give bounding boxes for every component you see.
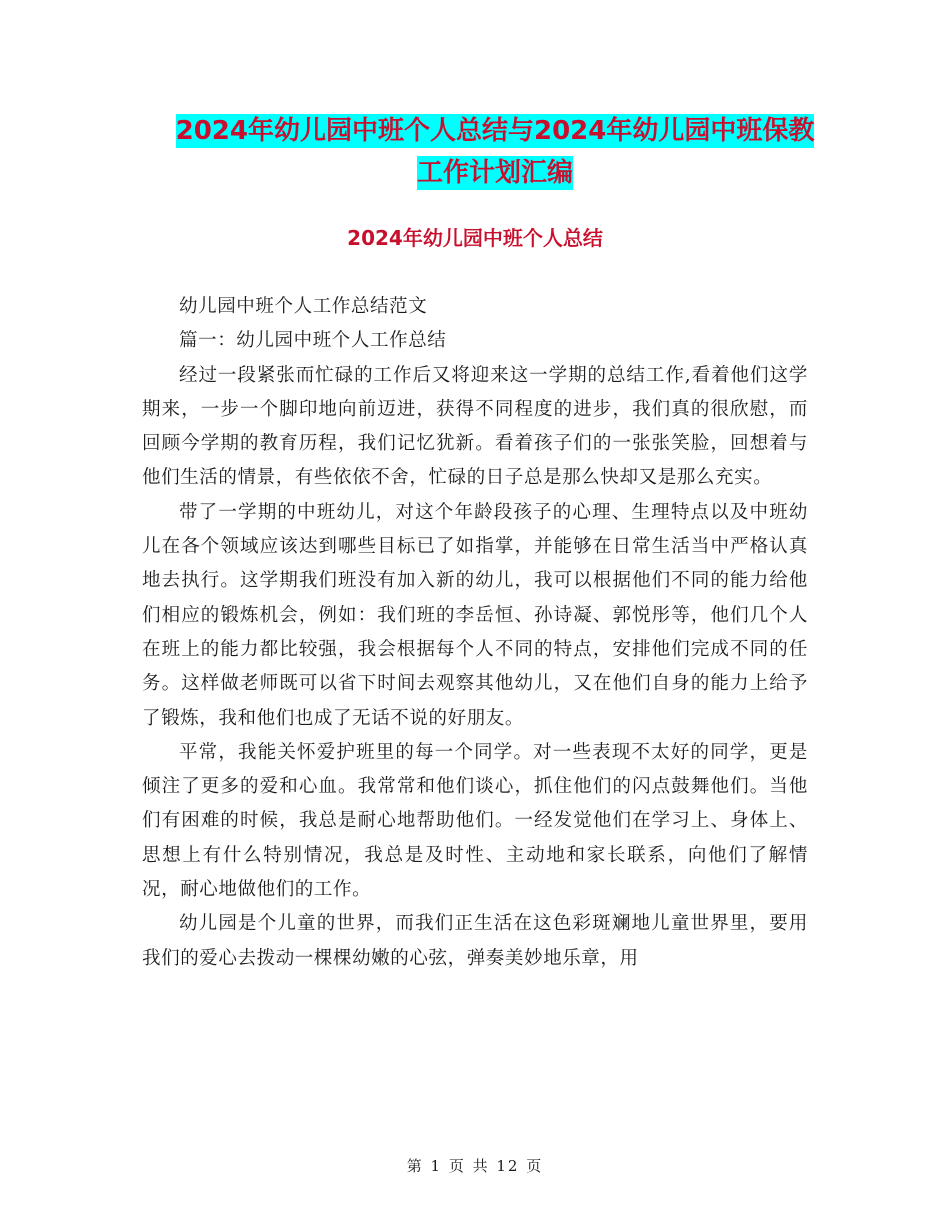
body-text xyxy=(142,290,808,976)
section-title: 2024年幼儿园中班个人总结 xyxy=(347,226,603,250)
title-line-1: 2024年幼儿园中班个人总结与2024年幼儿园中班保教 xyxy=(175,116,815,146)
paragraph: 经过一段紧张而忙碌的工作后又将迎来这一学期的总结工作,看着他们这学期来，一步一个脚印地向前迈进，获得不同程度的进步，我们真的很欣慰，而回顾今学期的教育历程，我们记忆犹新。看着孩子们的一张张笑脸，回想着与他们生活的情景，有些依依不舍，忙碌的日子总是那么快却又是那么充实。 xyxy=(142,364,808,489)
page-footer: 第 1 页 共 12 页 xyxy=(406,1157,544,1175)
title-line-2: 工作计划汇编 xyxy=(416,158,573,188)
document-title xyxy=(140,110,850,194)
paragraph: 幼儿园中班个人工作总结范文 xyxy=(179,296,428,317)
paragraph: 幼儿园是个儿童的世界，而我们正生活在这色彩斑斓地儿童世界里，要用我们的爱心去拨动一棵棵幼嫩的心弦，弹奏美妙地乐章，用 xyxy=(142,913,808,969)
paragraph: 带了一学期的中班幼儿，对这个年龄段孩子的心理、生理特点以及中班幼儿在各个领域应该达到哪些目标已了如指掌，并能够在日常生活当中严格认真地去执行。这学期我们班没有加入新的幼儿，我可以根据他们不同的能力给他们相应的锻炼机会，例如：我们班的李岳恒、孙诗凝、郭悦彤等，他们几个人在班上的能力都比较强，我会根据每个人不同的特点，安排他们完成不同的任务。这样做老师既可以省下时间去观察其他幼儿，又在他们自身的能力上给予了锻炼，我和他们也成了无话不说的好朋友。 xyxy=(142,501,808,729)
paragraph: 平常，我能关怀爱护班里的每一个同学。对一些表现不太好的同学，更是倾注了更多的爱和心血。我常常和他们谈心，抓住他们的闪点鼓舞他们。当他们有困难的时候，我总是耐心地帮助他们。一经发觉他们在学习上、身体上、思想上有什么特别情况，我总是及时性、主动地和家长联系，向他们了解情况，耐心地做他们的工作。 xyxy=(142,741,808,901)
paragraph: 篇一：幼儿园中班个人工作总结 xyxy=(179,330,447,352)
